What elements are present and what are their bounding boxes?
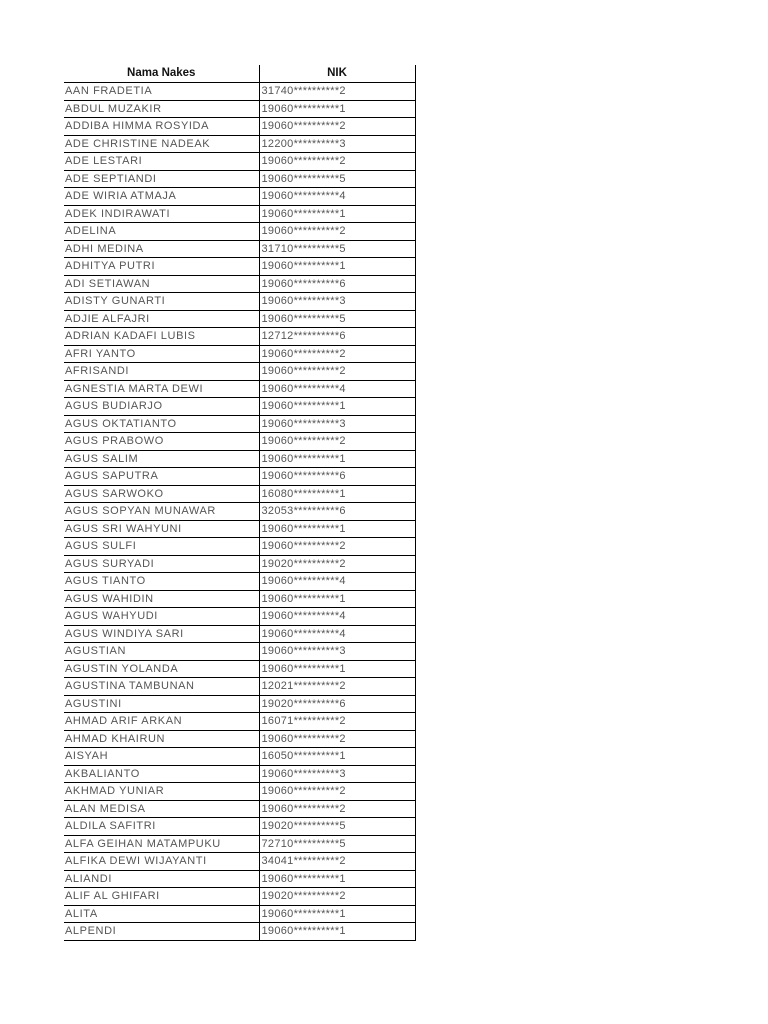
nama-nakes-cell: ADE CHRISTINE NADEAK — [64, 135, 259, 153]
nik-cell: 12200**********3 — [259, 135, 415, 153]
table-row — [64, 258, 415, 276]
nik-cell: 34041**********2 — [259, 853, 415, 871]
nakes-sheet — [64, 65, 415, 941]
nik-cell: 31710**********5 — [259, 240, 415, 258]
nik-cell: 19020**********2 — [259, 555, 415, 573]
table-header-row — [64, 65, 415, 83]
table-row — [64, 853, 415, 871]
column-header-name: Nama Nakes — [64, 65, 259, 83]
nama-nakes-cell: AGUSTINI — [64, 695, 259, 713]
nama-nakes-cell: ADDIBA HIMMA ROSYIDA — [64, 118, 259, 136]
nik-cell: 12021**********2 — [259, 678, 415, 696]
nik-cell: 19060**********6 — [259, 275, 415, 293]
nik-cell: 19060**********4 — [259, 380, 415, 398]
nama-nakes-cell: ADE WIRIA ATMAJA — [64, 188, 259, 206]
column-header-nik: NIK — [259, 65, 415, 83]
nik-cell: 19060**********5 — [259, 310, 415, 328]
nik-cell: 19060**********2 — [259, 538, 415, 556]
table-row — [64, 223, 415, 241]
nik-cell: 16050**********1 — [259, 748, 415, 766]
table-row — [64, 328, 415, 346]
nik-cell: 19060**********2 — [259, 345, 415, 363]
nik-cell: 31740**********2 — [259, 83, 415, 101]
nik-cell: 19020**********5 — [259, 818, 415, 836]
table-row — [64, 870, 415, 888]
nik-cell: 19060**********1 — [259, 590, 415, 608]
table-row — [64, 520, 415, 538]
nama-nakes-cell: AGUS WAHYUDI — [64, 608, 259, 626]
nik-cell: 19060**********1 — [259, 660, 415, 678]
table-row — [64, 905, 415, 923]
table-row — [64, 468, 415, 486]
table-row — [64, 783, 415, 801]
nama-nakes-cell: AISYAH — [64, 748, 259, 766]
nama-nakes-cell: AGUSTIN YOLANDA — [64, 660, 259, 678]
table-row — [64, 83, 415, 101]
nama-nakes-cell: ADISTY GUNARTI — [64, 293, 259, 311]
table-row — [64, 450, 415, 468]
nama-nakes-cell: AGNESTIA MARTA DEWI — [64, 380, 259, 398]
nama-nakes-cell: ADI SETIAWAN — [64, 275, 259, 293]
nama-nakes-cell: ADE LESTARI — [64, 153, 259, 171]
nama-nakes-cell: AGUS PRABOWO — [64, 433, 259, 451]
nama-nakes-cell: ALITA — [64, 905, 259, 923]
table-row — [64, 573, 415, 591]
nama-nakes-cell: AGUS BUDIARJO — [64, 398, 259, 416]
table-row — [64, 608, 415, 626]
nama-nakes-cell: AHMAD ARIF ARKAN — [64, 713, 259, 731]
nama-nakes-cell: ADRIAN KADAFI LUBIS — [64, 328, 259, 346]
nama-nakes-cell: AGUS SARWOKO — [64, 485, 259, 503]
nama-nakes-cell: AGUSTIAN — [64, 643, 259, 661]
nik-cell: 19060**********1 — [259, 258, 415, 276]
nik-cell: 19060**********2 — [259, 153, 415, 171]
table-row — [64, 660, 415, 678]
table-row — [64, 678, 415, 696]
nik-cell: 19060**********2 — [259, 433, 415, 451]
nama-nakes-cell: ADEK INDIRAWATI — [64, 205, 259, 223]
table-row — [64, 503, 415, 521]
table-row — [64, 748, 415, 766]
table-row — [64, 765, 415, 783]
nama-nakes-cell: AFRISANDI — [64, 363, 259, 381]
table-row — [64, 275, 415, 293]
nama-nakes-cell: ALIF AL GHIFARI — [64, 888, 259, 906]
table-row — [64, 135, 415, 153]
nik-cell: 19020**********2 — [259, 888, 415, 906]
table-row — [64, 835, 415, 853]
table-row — [64, 643, 415, 661]
nama-nakes-cell: AKHMAD YUNIAR — [64, 783, 259, 801]
nakes-table — [64, 65, 416, 941]
nama-nakes-cell: ABDUL MUZAKIR — [64, 100, 259, 118]
nik-cell: 19060**********2 — [259, 730, 415, 748]
nik-cell: 19060**********1 — [259, 450, 415, 468]
nama-nakes-cell: AFRI YANTO — [64, 345, 259, 363]
nama-nakes-cell: ADE SEPTIANDI — [64, 170, 259, 188]
nama-nakes-cell: AHMAD KHAIRUN — [64, 730, 259, 748]
nik-cell: 19060**********4 — [259, 625, 415, 643]
table-row — [64, 695, 415, 713]
nama-nakes-cell: AGUS TIANTO — [64, 573, 259, 591]
nama-nakes-cell: AGUS SOPYAN MUNAWAR — [64, 503, 259, 521]
table-row — [64, 555, 415, 573]
table-row — [64, 310, 415, 328]
table-row — [64, 730, 415, 748]
nama-nakes-cell: ALIANDI — [64, 870, 259, 888]
nama-nakes-cell: ALFIKA DEWI WIJAYANTI — [64, 853, 259, 871]
nik-cell: 19060**********1 — [259, 923, 415, 941]
nama-nakes-cell: ALFA GEIHAN MATAMPUKU — [64, 835, 259, 853]
nik-cell: 19060**********3 — [259, 293, 415, 311]
table-row — [64, 713, 415, 731]
table-row — [64, 100, 415, 118]
table-body — [64, 83, 415, 941]
table-row — [64, 818, 415, 836]
nik-cell: 19060**********1 — [259, 398, 415, 416]
nama-nakes-cell: ADJIE ALFAJRI — [64, 310, 259, 328]
nik-cell: 19060**********1 — [259, 205, 415, 223]
table-row — [64, 188, 415, 206]
nik-cell: 19060**********3 — [259, 415, 415, 433]
nik-cell: 19060**********1 — [259, 100, 415, 118]
nama-nakes-cell: ALAN MEDISA — [64, 800, 259, 818]
nama-nakes-cell: AGUS SULFI — [64, 538, 259, 556]
table-row — [64, 345, 415, 363]
table-row — [64, 433, 415, 451]
nik-cell: 19060**********4 — [259, 188, 415, 206]
table-row — [64, 170, 415, 188]
nik-cell: 19060**********2 — [259, 363, 415, 381]
table-row — [64, 398, 415, 416]
table-row — [64, 415, 415, 433]
nik-cell: 19020**********6 — [259, 695, 415, 713]
table-row — [64, 625, 415, 643]
table-row — [64, 923, 415, 941]
table-row — [64, 485, 415, 503]
table-row — [64, 205, 415, 223]
nama-nakes-cell: AGUS SALIM — [64, 450, 259, 468]
nama-nakes-cell: AKBALIANTO — [64, 765, 259, 783]
nama-nakes-cell: AGUS WAHIDIN — [64, 590, 259, 608]
nama-nakes-cell: ALPENDI — [64, 923, 259, 941]
nama-nakes-cell: AGUSTINA TAMBUNAN — [64, 678, 259, 696]
nama-nakes-cell: AGUS SURYADI — [64, 555, 259, 573]
nik-cell: 19060**********2 — [259, 118, 415, 136]
nik-cell: 19060**********2 — [259, 783, 415, 801]
nik-cell: 16080**********1 — [259, 485, 415, 503]
nik-cell: 32053**********6 — [259, 503, 415, 521]
table-row — [64, 800, 415, 818]
nik-cell: 19060**********3 — [259, 765, 415, 783]
table-row — [64, 538, 415, 556]
nama-nakes-cell: AAN FRADETIA — [64, 83, 259, 101]
nik-cell: 19060**********1 — [259, 520, 415, 538]
nik-cell: 12712**********6 — [259, 328, 415, 346]
table-row — [64, 153, 415, 171]
nama-nakes-cell: ALDILA SAFITRI — [64, 818, 259, 836]
table-row — [64, 118, 415, 136]
nama-nakes-cell: AGUS WINDIYA SARI — [64, 625, 259, 643]
nama-nakes-cell: AGUS SRI WAHYUNI — [64, 520, 259, 538]
table-row — [64, 590, 415, 608]
nik-cell: 19060**********4 — [259, 573, 415, 591]
nik-cell: 72710**********5 — [259, 835, 415, 853]
nik-cell: 19060**********5 — [259, 170, 415, 188]
nama-nakes-cell: AGUS SAPUTRA — [64, 468, 259, 486]
nama-nakes-cell: ADHITYA PUTRI — [64, 258, 259, 276]
nik-cell: 19060**********1 — [259, 905, 415, 923]
nik-cell: 19060**********3 — [259, 643, 415, 661]
table-row — [64, 363, 415, 381]
table-row — [64, 240, 415, 258]
nik-cell: 19060**********1 — [259, 870, 415, 888]
table-row — [64, 293, 415, 311]
nik-cell: 19060**********2 — [259, 800, 415, 818]
nama-nakes-cell: ADELINA — [64, 223, 259, 241]
nik-cell: 16071**********2 — [259, 713, 415, 731]
nik-cell: 19060**********4 — [259, 608, 415, 626]
nama-nakes-cell: ADHI MEDINA — [64, 240, 259, 258]
nik-cell: 19060**********6 — [259, 468, 415, 486]
table-row — [64, 380, 415, 398]
nama-nakes-cell: AGUS OKTATIANTO — [64, 415, 259, 433]
table-row — [64, 888, 415, 906]
nik-cell: 19060**********2 — [259, 223, 415, 241]
